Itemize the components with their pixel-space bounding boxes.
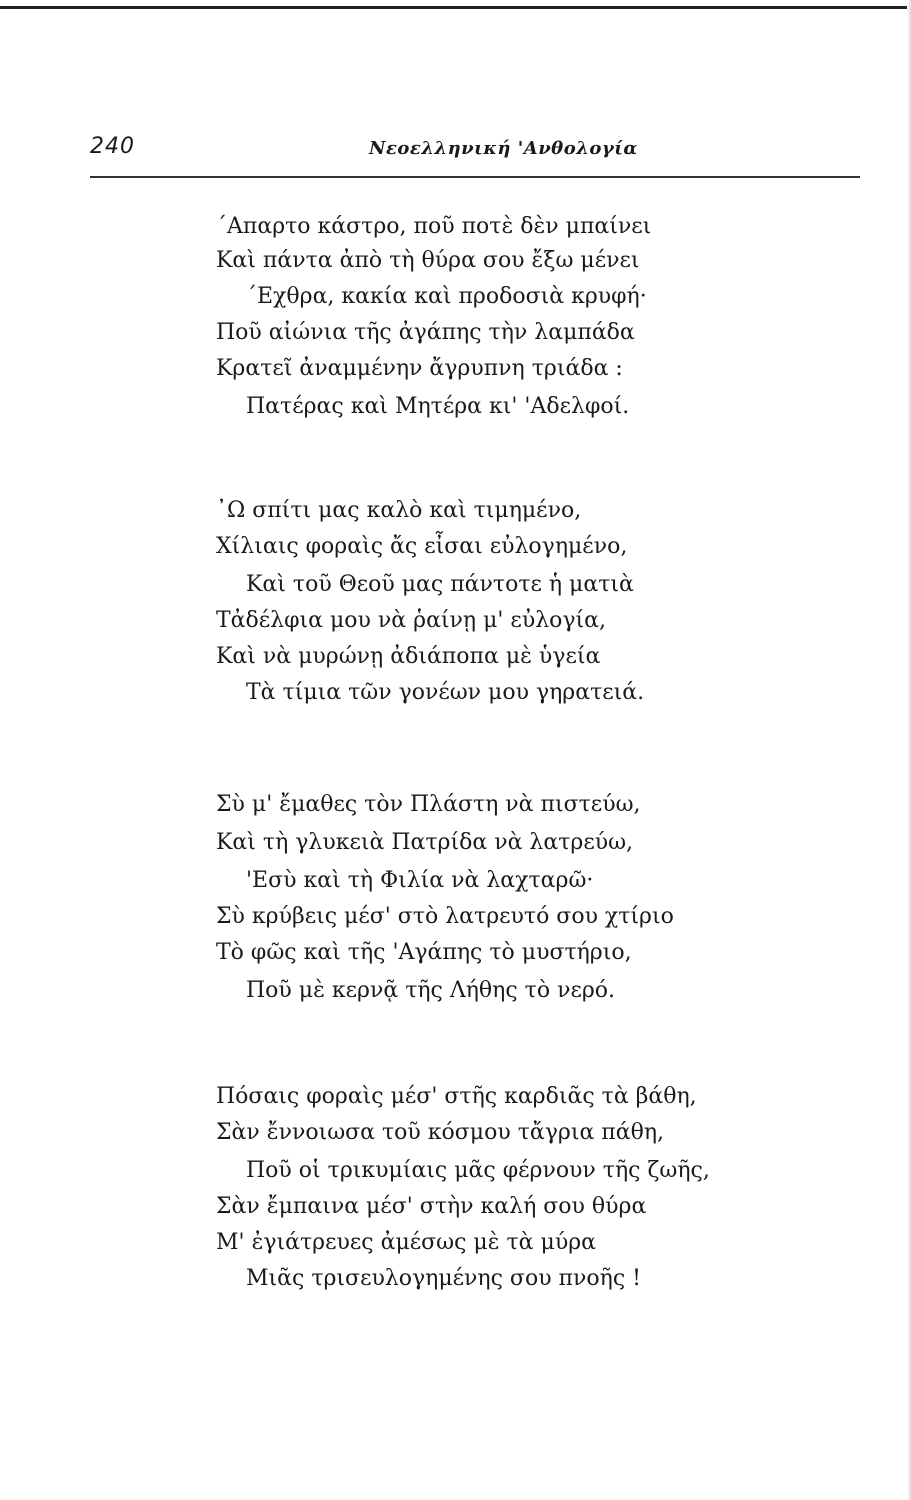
poem-line: Τὸ φῶς καὶ τῆς 'Αγάπης τὸ μυστήριο, [216, 940, 632, 965]
poem-line: Πατέρας καὶ Μητέρα κι' 'Αδελφοί. [246, 394, 630, 419]
page-edge-shadow [907, 0, 911, 1500]
poem-line: Χίλιαις φοραὶς ἄς εἶσαι εὐλογημένο, [216, 534, 628, 559]
poem-line: Καὶ τοῦ Θεοῦ μας πάντοτε ἡ ματιὰ [246, 572, 634, 597]
poem-line: Σὰν ἔννοιωσα τοῦ κόσμου τἄγρια πάθη, [216, 1120, 665, 1145]
poem-line: ΄Εχθρα, κακία καὶ προδοσιὰ κρυφή· [246, 284, 647, 309]
poem-line: ᾽Ω σπίτι μας καλὸ καὶ τιμημένο, [216, 498, 582, 523]
poem-line: Καὶ νὰ μυρώνῃ ἀδιάποπα μὲ ὑγεία [216, 644, 601, 669]
page-number: 240 [90, 134, 135, 159]
poem-line: Σὰν ἔμπαινα μέσ' στὴν καλή σου θύρα [216, 1194, 647, 1219]
running-title: Νεοελληνική 'Ανθολογία [369, 138, 638, 159]
poem-line: Πόσαις φοραὶς μέσ' στῆς καρδιᾶς τὰ βάθη, [216, 1084, 697, 1109]
poem-line: Μ' ἐγιάτρευες ἀμέσως μὲ τὰ μύρα [216, 1230, 596, 1255]
poem-line: Σὺ κρύβεις μέσ' στὸ λατρευτό σου χτίριο [216, 904, 674, 929]
poem-line: Τἀδέλφια μου νὰ ῥαίνῃ μ' εὐλογία, [216, 608, 607, 633]
poem-line: Σὺ μ' ἔμαθες τὸν Πλάστη νὰ πιστεύω, [216, 792, 641, 817]
poem-line: Ποῦ μὲ κερνᾷ τῆς Λήθης τὸ νερό. [246, 978, 616, 1003]
page-header [0, 128, 911, 168]
top-edge-rule [0, 6, 911, 9]
poem-line: Τὰ τίμια τῶν γονέων μου γηρατειά. [246, 680, 645, 705]
poem-line: ΄Απαρτο κάστρο, ποῦ ποτὲ δὲν μπαίνει [216, 214, 652, 239]
poem-line: Καὶ τὴ γλυκειὰ Πατρίδα νὰ λατρεύω, [216, 830, 634, 855]
poem-line: Κρατεῖ ἀναμμένην ἄγρυπνη τριάδα : [216, 356, 623, 381]
poem-line: Ποῦ οἱ τρικυμίαις μᾶς φέρνουν τῆς ζωῆς, [246, 1158, 710, 1183]
poem-line: 'Εσὺ καὶ τὴ Φιλία νὰ λαχταρῶ· [246, 868, 594, 893]
poem-line: Καὶ πάντα ἀπὸ τὴ θύρα σου ἔξω μένει [216, 248, 640, 273]
header-rule [90, 176, 860, 178]
poem-line: Ποῦ αἰώνια τῆς ἀγάπης τὴν λαμπάδα [216, 320, 635, 345]
poem-line: Μιᾶς τρισευλογημένης σου πνοῆς ! [246, 1266, 641, 1291]
